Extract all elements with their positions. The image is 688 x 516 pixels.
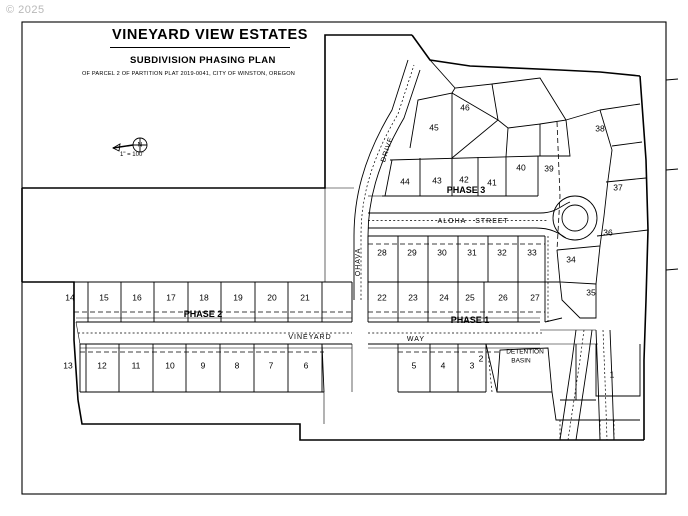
lot-label: 37	[613, 182, 623, 193]
lot-label: 5	[411, 360, 417, 371]
lot-label: 32	[497, 247, 507, 258]
lot-label: 7	[268, 360, 274, 371]
lot-label: 17	[166, 292, 176, 303]
street-label-way: WAY	[406, 336, 426, 343]
street-label-aloha: ALOHA	[437, 218, 467, 225]
phase-label: PHASE 1	[450, 315, 490, 325]
street-label-street: STREET	[475, 218, 509, 225]
lot-label: 43	[432, 175, 442, 186]
cul-de-sac-inner	[562, 205, 588, 231]
lot-label: 46	[460, 102, 470, 113]
detention-basin-access	[488, 352, 492, 392]
lot-46-divider	[452, 93, 498, 120]
lot-label: 8	[234, 360, 240, 371]
lot-label: 44	[400, 176, 410, 187]
phase1-south-east-edge	[486, 344, 497, 392]
title-underline	[110, 47, 290, 48]
lot-label: 25	[465, 292, 475, 303]
lot-label: 39	[544, 163, 554, 174]
lot-label: 41	[487, 177, 497, 188]
lot-label: 33	[527, 247, 537, 258]
lot-39-outline	[540, 120, 570, 156]
phase1-north-lot-lines	[368, 236, 545, 282]
street-east-c	[596, 330, 600, 440]
lot-label: 40	[516, 162, 526, 173]
lot-label: 42	[459, 174, 469, 185]
lot-label: 12	[97, 360, 107, 371]
street-label-ohava: OHAVA	[355, 247, 362, 277]
phase3-block-top	[390, 156, 540, 160]
lot-label: 22	[377, 292, 387, 303]
lot-label: 6	[303, 360, 309, 371]
page-legal-description: OF PARCEL 2 OF PARTITION PLAT 2019-0041, CITY OF WINSTON, OREGON	[82, 71, 295, 77]
lot-label: 18	[199, 292, 209, 303]
annotation-detention: DETENTION	[506, 348, 544, 356]
lot-label: 34	[566, 254, 576, 265]
north-arrow-letter: N	[137, 141, 143, 149]
street-east-d	[610, 330, 614, 440]
parcel-35-outline	[557, 246, 600, 284]
parcel-38-north	[600, 104, 640, 110]
north-west-boundary	[430, 60, 455, 88]
phase-label: PHASE 3	[446, 185, 486, 195]
street-east-a	[560, 330, 576, 440]
parcel-38-west	[566, 110, 600, 120]
lot-label: 2	[478, 353, 484, 364]
street-east-d-center	[603, 330, 607, 440]
street-label-drive: DRIVE	[380, 135, 395, 164]
lot-label: 16	[132, 292, 142, 303]
parcel-37-38-div	[606, 178, 646, 182]
scale-label: 1" = 100'	[120, 152, 144, 158]
lot-label: 24	[439, 292, 449, 303]
boundary-east	[640, 76, 648, 440]
annotation-labels	[506, 349, 544, 365]
lot-label: 9	[200, 360, 206, 371]
lot-label: 13	[63, 360, 73, 371]
boundary-north	[412, 35, 640, 76]
north-arrow-icon	[113, 138, 147, 152]
lot-label: 19	[233, 292, 243, 303]
street-aloha-north-edge	[368, 202, 570, 213]
lot-label: 29	[407, 247, 417, 258]
margin-ticks	[666, 79, 678, 270]
lot-label: 28	[377, 247, 387, 258]
lot-label: 20	[267, 292, 277, 303]
lot-label: 3	[469, 360, 475, 371]
lot-46-outline	[452, 84, 498, 158]
lot-label: 10	[165, 360, 175, 371]
copyright-watermark: © 2025	[6, 4, 45, 16]
page-subtitle: SUBDIVISION PHASING PLAN	[130, 55, 276, 66]
lot-label: 38	[595, 123, 605, 134]
street-east-b	[576, 330, 592, 440]
north-boundary-inner	[492, 78, 566, 120]
annotation-basin: BASIN	[511, 357, 531, 365]
lot-label: 31	[467, 247, 477, 258]
lot-40-outline	[506, 124, 540, 157]
page-title: VINEYARD VIEW ESTATES	[112, 27, 309, 43]
street-label-vineyard: VINEYARD	[288, 334, 332, 341]
lot-label: 26	[498, 292, 508, 303]
south-parcel-lines	[560, 420, 614, 440]
parcel-38-div	[612, 142, 642, 146]
phase-label: PHASE 2	[183, 309, 223, 319]
lot-label: 27	[530, 292, 540, 303]
parcel-35-connector	[545, 282, 562, 322]
street-east-connector	[540, 330, 598, 344]
lot-label: 36	[603, 227, 613, 238]
lot-label: 1	[609, 369, 615, 380]
lot-label: 4	[440, 360, 446, 371]
lot-label: 14	[65, 292, 75, 303]
lot-label: 35	[586, 287, 596, 298]
lot-label: 23	[408, 292, 418, 303]
lot-label: 30	[437, 247, 447, 258]
lot-label: 15	[99, 292, 109, 303]
lot-1-outline	[596, 344, 640, 396]
lot-label: 11	[131, 360, 141, 371]
lot-label: 45	[429, 122, 439, 133]
lot-46-to-40	[498, 120, 508, 128]
lot-label: 21	[300, 292, 310, 303]
